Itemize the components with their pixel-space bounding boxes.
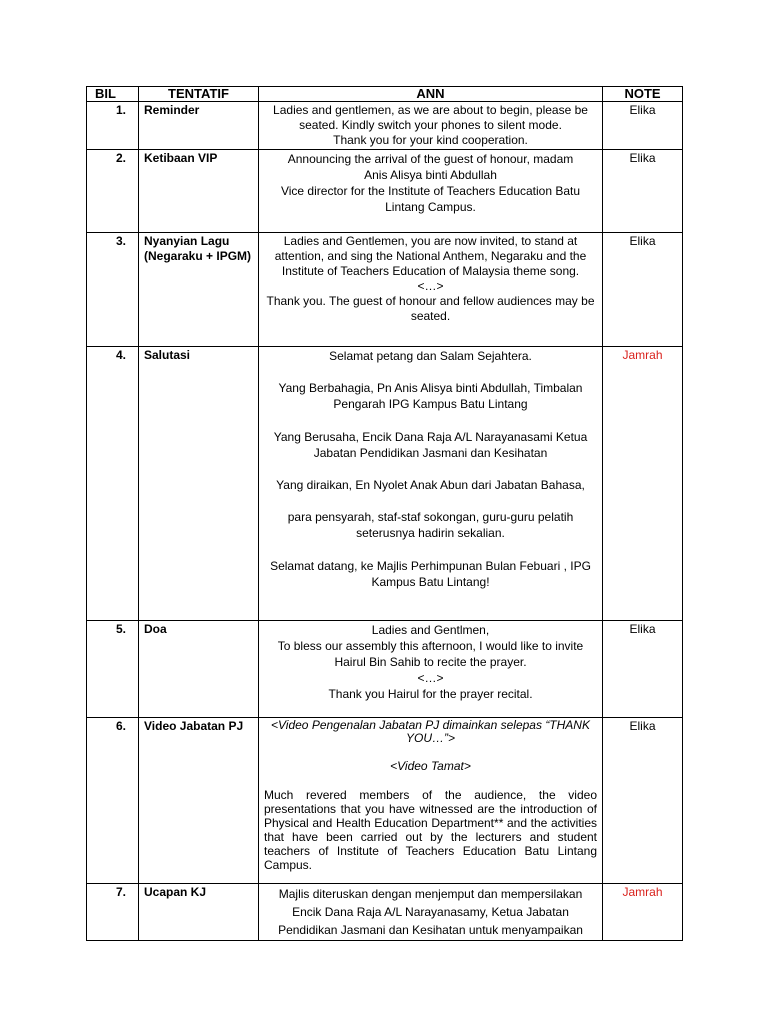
row-ann — [259, 233, 603, 347]
row-bil: 1. — [87, 102, 139, 150]
ann-line: Yang Berbahagia, Pn Anis Alisya binti Abdullah, Timbalan Pengarah IPG Kampus Batu Lintang — [278, 381, 583, 412]
row-bil: 5. — [87, 621, 139, 718]
ann-line: Thank you for your kind cooperation. — [333, 133, 528, 147]
row-note: Elika — [603, 718, 683, 884]
row-note: Elika — [603, 621, 683, 718]
row-tentatif: Nyanyian Lagu (Negaraku + IPGM) — [139, 233, 259, 347]
row-tentatif: Ucapan KJ — [139, 884, 259, 941]
header-note: NOTE — [603, 87, 683, 102]
ann-line: Ladies and gentlemen, as we are about to begin, please be seated. Kindly switch your phones to silent mode. — [273, 103, 588, 132]
row-tentatif: Ketibaan VIP — [139, 150, 259, 233]
schedule-table — [86, 86, 683, 941]
row-note: Elika — [603, 102, 683, 150]
header-row — [87, 87, 683, 102]
ann-line: para pensyarah, staf-staf sokongan, guru-guru pelatih seterusnya hadirin sekalian. — [287, 510, 574, 541]
row-tentatif: Doa — [139, 621, 259, 718]
table-row — [87, 150, 683, 233]
row-ann — [259, 102, 603, 150]
ann-line: Much revered members of the audience, the video presentations that you have witnessed are the introduction of Physical and Health Education Department** and the activities that have been carried out by the lecturers and student teachers of Institute of Teachers Education Batu Lintang Campus. — [264, 788, 597, 872]
row-ann — [259, 718, 603, 884]
row-bil: 4. — [87, 347, 139, 621]
ann-line: Ladies and Gentlemen, you are now invited, to stand at attention, and sing the National Anthem, Negaraku and the Institute of Teachers Education of Malaysia theme song. — [274, 234, 587, 278]
ann-line: Selamat petang dan Salam Sejahtera. — [329, 349, 532, 363]
table-row — [87, 233, 683, 347]
ann-line: Majlis diteruskan dengan menjemput dan mempersilakan Encik Dana Raja A/L Narayanasamy, Ketua Jabatan Pendidikan Jasmani dan Kesihatan untuk menyampaikan — [278, 887, 583, 937]
row-bil: 3. — [87, 233, 139, 347]
ann-line: <…> — [417, 279, 444, 293]
table-row — [87, 621, 683, 718]
header-ann: ANN — [259, 87, 603, 102]
row-ann — [259, 884, 603, 941]
row-ann — [259, 347, 603, 621]
ann-line: <…> — [417, 671, 444, 685]
row-tentatif: Reminder — [139, 102, 259, 150]
table-row — [87, 718, 683, 884]
ann-line: Yang diraikan, En Nyolet Anak Abun dari Jabatan Bahasa, — [276, 478, 585, 493]
ann-line: Announcing the arrival of the guest of honour, madam — [287, 152, 574, 166]
table-row — [87, 102, 683, 150]
row-note: Elika — [603, 233, 683, 347]
row-bil: 2. — [87, 150, 139, 233]
row-tentatif: Video Jabatan PJ — [139, 718, 259, 884]
ann-line: To bless our assembly this afternoon, I would like to invite Hairul Bin Sahib to recite the prayer. — [277, 639, 584, 669]
row-note: Elika — [603, 150, 683, 233]
ann-line: <Video Pengenalan Jabatan PJ dimainkan selepas “THANK YOU…”> — [271, 718, 590, 745]
row-note: Jamrah — [603, 347, 683, 621]
ann-line: Selamat datang, ke Majlis Perhimpunan Bulan Febuari , IPG Kampus Batu Lintang! — [270, 558, 591, 589]
row-note: Jamrah — [603, 884, 683, 941]
header-tentatif: TENTATIF — [139, 87, 259, 102]
row-ann — [259, 150, 603, 233]
row-bil: 7. — [87, 884, 139, 941]
table-row — [87, 884, 683, 941]
row-tentatif: Salutasi — [139, 347, 259, 621]
ann-line: <Video Tamat> — [390, 759, 471, 773]
ann-line: Anis Alisya binti Abdullah — [364, 168, 497, 182]
ann-line: Thank you. The guest of honour and fellow audiences may be seated. — [266, 294, 595, 323]
row-bil: 6. — [87, 718, 139, 884]
header-bil: BIL — [87, 87, 139, 102]
ann-line: Ladies and Gentlmen, — [371, 623, 490, 637]
ann-line: Vice director for the Institute of Teachers Education Batu Lintang Campus. — [280, 184, 581, 214]
ann-line: Yang Berusaha, Encik Dana Raja A/L Narayanasami Ketua Jabatan Pendidikan Jasmani dan Kesihatan — [273, 429, 588, 460]
row-ann — [259, 621, 603, 718]
ann-line: Thank you Hairul for the prayer recital. — [328, 687, 533, 701]
table-row — [87, 347, 683, 621]
